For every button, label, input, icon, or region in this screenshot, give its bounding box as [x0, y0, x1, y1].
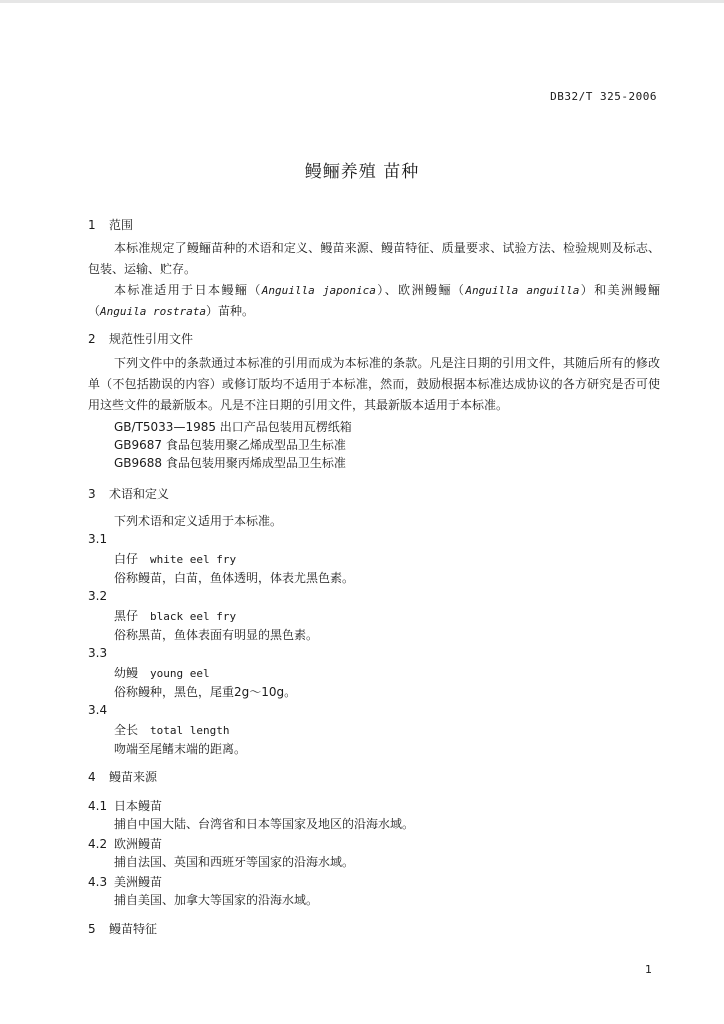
section-title: 术语和定义 — [109, 487, 170, 501]
term-zh: 全长 — [114, 723, 139, 737]
species-name: Anguila rostrata — [100, 305, 206, 318]
section-number: 5 — [88, 922, 96, 936]
reference-item: GB/T5033—1985 出口产品包装用瓦楞纸箱 — [114, 420, 352, 434]
section-title: 鳗苗来源 — [109, 770, 158, 784]
section-title: 范围 — [109, 218, 134, 232]
section-3-intro: 下列术语和定义适用于本标准。 — [114, 514, 283, 528]
subsection-heading: 4.2 欧洲鳗苗 — [88, 837, 163, 851]
term-definition: 俗称黑苗，鱼体表面有明显的黑色素。 — [114, 628, 319, 642]
standard-code: DB32/T 325-2006 — [550, 90, 657, 103]
section-3-heading — [88, 485, 169, 502]
section-1-para-2: 本标准适用于日本鳗鲡（Anguilla japonica）、欧洲鳗鲡（Anguilla anguilla）和美洲鳗鲡（Anguila rostrata）苗种。 — [88, 283, 660, 318]
term-heading — [114, 607, 236, 624]
term-number: 3.4 — [88, 703, 108, 717]
section-2-para-1: 下列文件中的条款通过本标准的引用而成为本标准的条款。凡是注日期的引用文件，其随后所有的修改单（不包括勘误的内容）或修订版均不适用于本标准，然而，鼓励根据本标准达成协议的各方研究是否可使用这些文件的最新版本。凡是不注日期的引用文件，其最新版本适用于本标准。 — [88, 356, 660, 412]
section-number: 1 — [88, 218, 96, 232]
term-en: total length — [150, 724, 230, 737]
term-zh: 黑仔 — [114, 609, 139, 623]
term-heading — [114, 664, 210, 681]
term-heading — [114, 721, 230, 738]
section-title: 规范性引用文件 — [109, 332, 194, 346]
term-definition: 俗称鳗种，黑色，尾重2g～10g。 — [114, 685, 297, 699]
section-2-heading — [88, 330, 193, 347]
reference-item: GB9687 食品包装用聚乙烯成型品卫生标准 — [114, 438, 346, 452]
subsection-text: 捕自中国大陆、台湾省和日本等国家及地区的沿海水域。 — [114, 817, 415, 831]
section-5-heading — [88, 920, 157, 937]
subsection-heading: 4.3 美洲鳗苗 — [88, 875, 163, 889]
term-definition: 俗称鳗苗，白苗，鱼体透明，体表尤黑色素。 — [114, 571, 355, 585]
section-title: 鳗苗特征 — [109, 922, 158, 936]
page-number: 1 — [645, 963, 652, 976]
term-number: 3.2 — [88, 589, 108, 603]
subsection-text: 捕自法国、英国和西班牙等国家的沿海水域。 — [114, 855, 355, 869]
section-1-para-1: 本标准规定了鳗鲡苗种的术语和定义、鳗苗来源、鳗苗特征、质量要求、试验方法、检验规则及标志、包装、运输、贮存。 — [88, 241, 660, 276]
section-number: 3 — [88, 487, 96, 501]
term-number: 3.1 — [88, 532, 108, 546]
species-name: Anguilla anguilla — [465, 284, 580, 297]
term-heading — [114, 550, 236, 567]
term-zh: 幼鳗 — [114, 666, 139, 680]
term-en: black eel fry — [150, 610, 237, 623]
section-number: 4 — [88, 770, 96, 784]
scan-edge — [0, 0, 724, 3]
species-name: Anguilla japonica — [261, 284, 376, 297]
document-title: 鳗鲡养殖 苗种 — [304, 162, 420, 182]
subsection-heading: 4.1 日本鳗苗 — [88, 799, 163, 813]
term-en: young eel — [150, 667, 210, 680]
term-number: 3.3 — [88, 646, 108, 660]
reference-item: GB9688 食品包装用聚丙烯成型品卫生标准 — [114, 456, 346, 470]
section-1-heading — [88, 216, 133, 233]
term-zh: 白仔 — [114, 552, 139, 566]
section-number: 2 — [88, 332, 96, 346]
term-en: white eel fry — [150, 553, 237, 566]
term-definition: 吻端至尾鳍末端的距离。 — [114, 742, 247, 756]
subsection-text: 捕自美国、加拿大等国家的沿海水域。 — [114, 893, 319, 907]
section-4-heading — [88, 768, 157, 785]
